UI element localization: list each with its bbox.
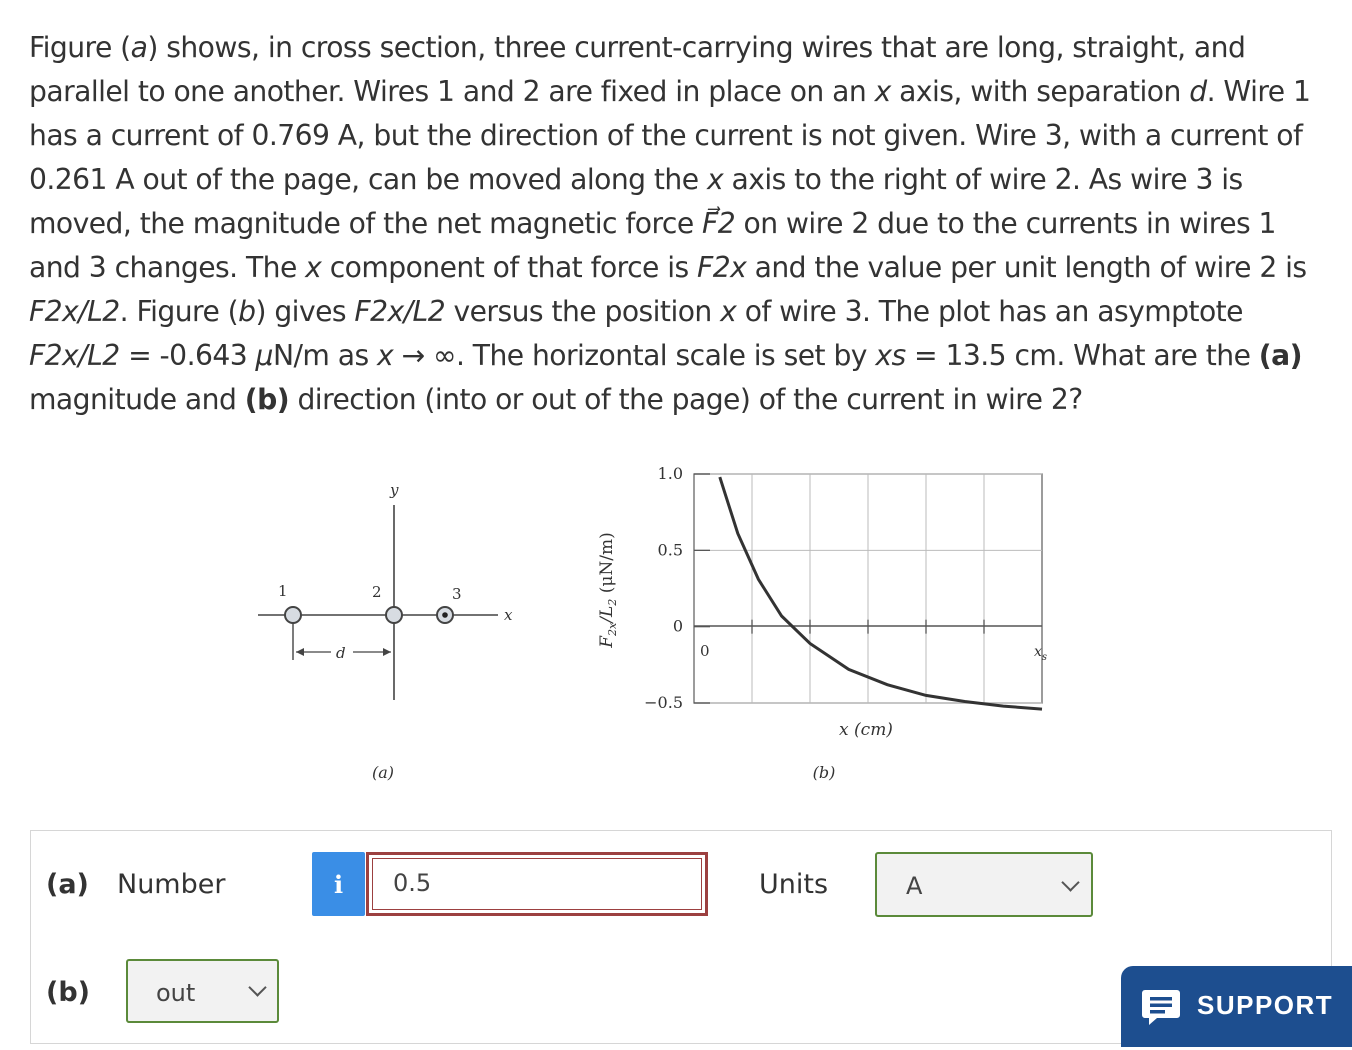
units-label: Units [759,869,829,900]
wire2-label: 2 [372,583,382,601]
x-axis-title: x (cm) [839,720,893,740]
units-select[interactable] [875,852,1093,917]
y-tick-label: −0.5 [644,693,683,712]
chart-b [597,464,1047,782]
y-tick-label: 0 [672,616,683,636]
caption-b: (b) [812,763,836,782]
info-icon: i [333,869,344,899]
problem-text: Figure (a) shows, in cross section, three current-carrying wires that are long, straight, and parallel to one another. Wires 1 and 2 are fixed in place on an x axis, with separation d. Wire 1 has a current of 0.769 A, but the direction of the current is not given. Wire 3, with a current of 0.261 A out of the page, can be moved along the x axis to the right of wire 2. As wire 3 is moved, the magnitude of the net magnetic force F⃗2 on wire 2 due to the currents in wires 1 and 3 changes. The x component of that force is F2x and the value per unit length of wire 2 is F2x/L2. Figure (b) gives F2x/L2 versus the position x of wire 3. The plot has an asymptote F2x/L2 = -0.643 μN/m as x → ∞. The horizontal scale is set by xs = 13.5 cm. What are the (a) magnitude and (b) direction (into or out of the page) of the current in wire 2? [29,31,1311,416]
units-select-value: A [906,872,923,900]
x-tick-xs: $x_s$ [1034,644,1048,663]
part-b-label: (b) [46,977,91,1008]
info-button[interactable] [312,852,365,916]
support-label: SUPPORT [1197,990,1334,1020]
sep-label: d [336,644,346,662]
y-tick-label: 0.5 [657,540,683,560]
x-tick-0: 0 [700,642,710,660]
data-curve [720,477,1042,709]
sep-arrow-right [383,648,391,656]
chevron-down-icon [248,978,266,996]
x-axis-label: x [504,606,513,624]
wire3-center [442,612,448,618]
grid-lines [694,474,1042,703]
number-label: Number [117,869,226,900]
wire1-label: 1 [278,582,288,600]
support-button[interactable] [1121,966,1352,1047]
number-input-value: 0.5 [393,869,432,897]
direction-select[interactable] [126,959,279,1023]
figure-a [258,481,513,782]
sep-arrow-left [296,648,304,656]
y-tick-labels [644,464,710,712]
direction-select-value: out [156,979,196,1007]
wire1-dot [285,607,301,623]
y-axis-label: y [390,481,399,499]
caption-a: (a) [372,763,395,782]
wire3-label: 3 [452,585,462,603]
y-tick-label: 1.0 [657,464,683,483]
chat-icon [1141,988,1181,1026]
figure [0,450,1352,800]
chevron-down-icon [1061,873,1079,891]
number-input[interactable] [366,852,708,916]
part-a-label: (a) [46,869,89,900]
wire2-dot [386,607,402,623]
y-axis-title: $F_{2x}/L_2$ (μN/m) [597,532,619,648]
